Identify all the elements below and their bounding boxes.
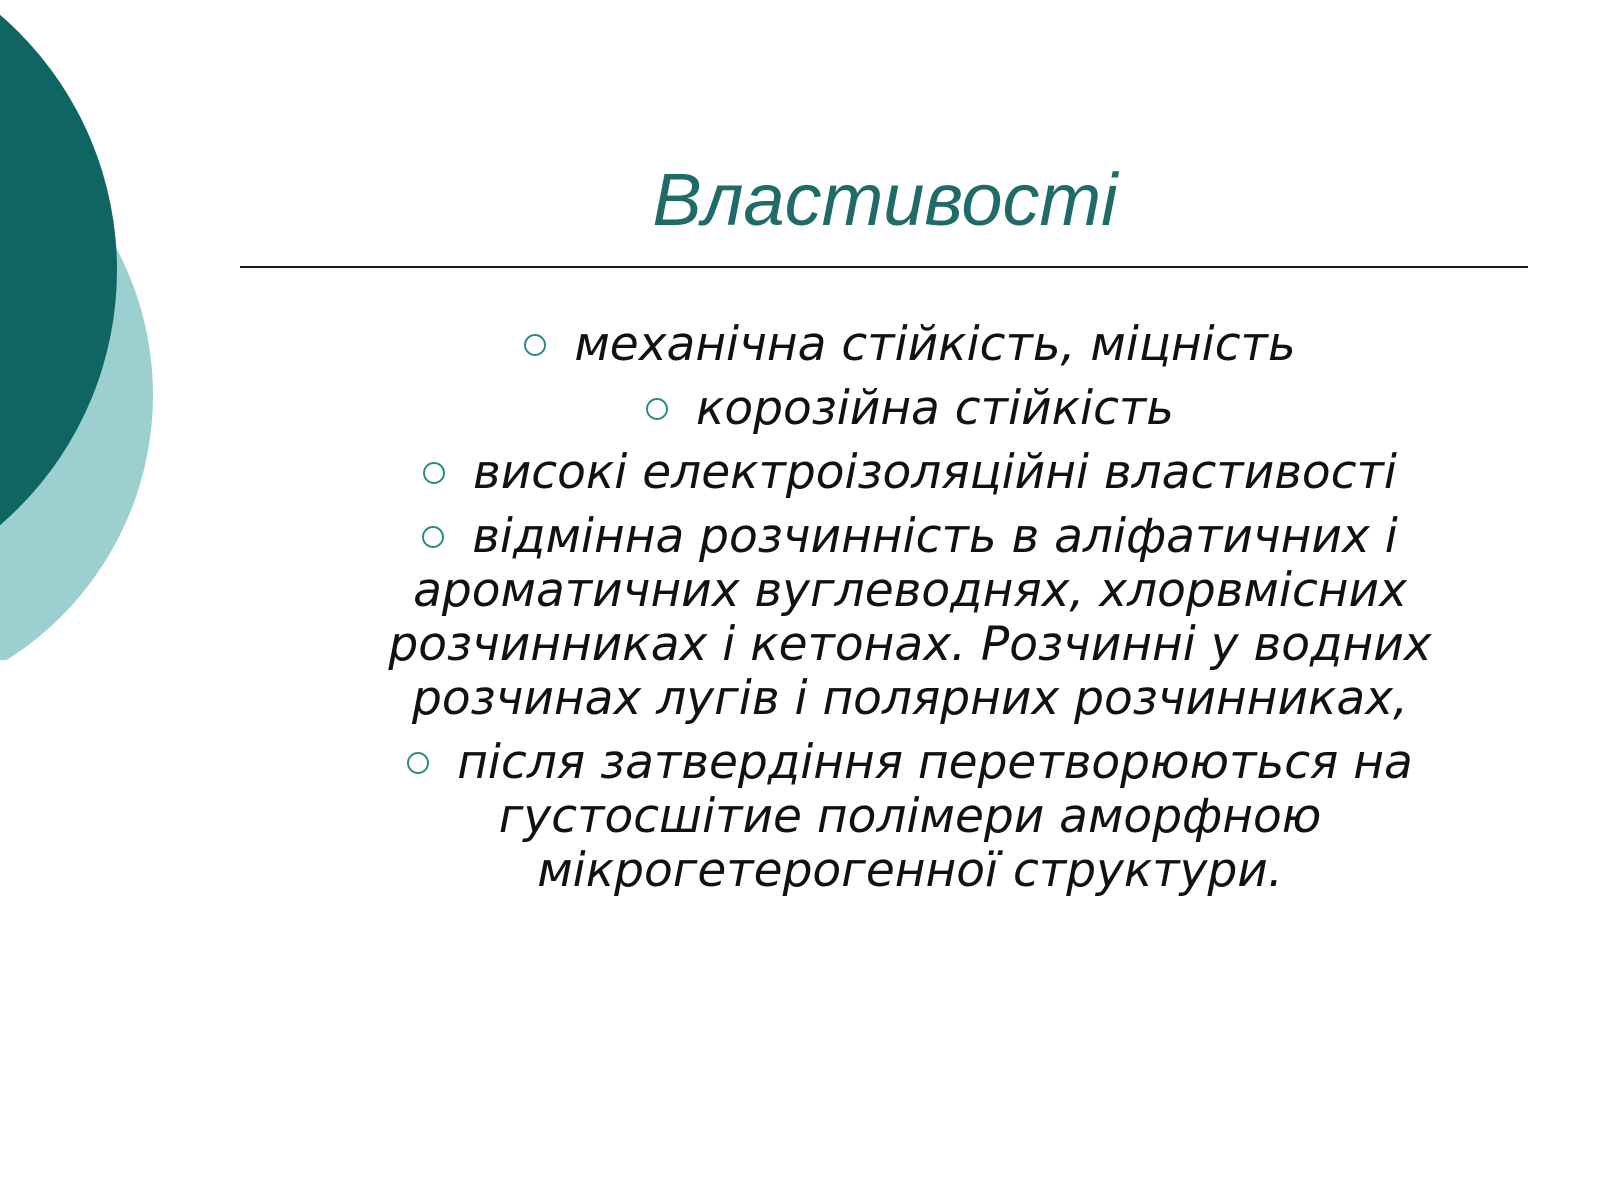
bullet-list: [290, 318, 1530, 908]
slide-title: Властивості: [652, 158, 1118, 241]
bullet-item: [290, 510, 1530, 726]
title-divider: [240, 266, 1528, 268]
bullet-item: [290, 446, 1530, 500]
bullet-text: корозійна стійкість: [696, 381, 1174, 436]
bullet-text: високі електроізоляційні властивості: [473, 445, 1397, 500]
bullet-circle-icon: [646, 398, 668, 420]
bullet-text: після затвердіння перетворюються на густосшітие полімери аморфною мікрогетерогенної структури.: [457, 735, 1413, 898]
bullet-item: [290, 382, 1530, 436]
decorative-circles: [0, 0, 220, 660]
bullet-text: відмінна розчинність в аліфатичних і ароматичних вуглеводнях, хлорвмісних розчинниках і кетонах. Розчинні у водних розчинах лугів і полярних розчинниках,: [388, 509, 1432, 726]
bullet-circle-icon: [407, 752, 429, 774]
bullet-item: [290, 318, 1530, 372]
bullet-text: механічна стійкість, міцність: [574, 317, 1296, 372]
bullet-circle-icon: [422, 526, 444, 548]
bullet-item: [290, 736, 1530, 898]
bullet-circle-icon: [524, 334, 546, 356]
bullet-circle-icon: [423, 462, 445, 484]
